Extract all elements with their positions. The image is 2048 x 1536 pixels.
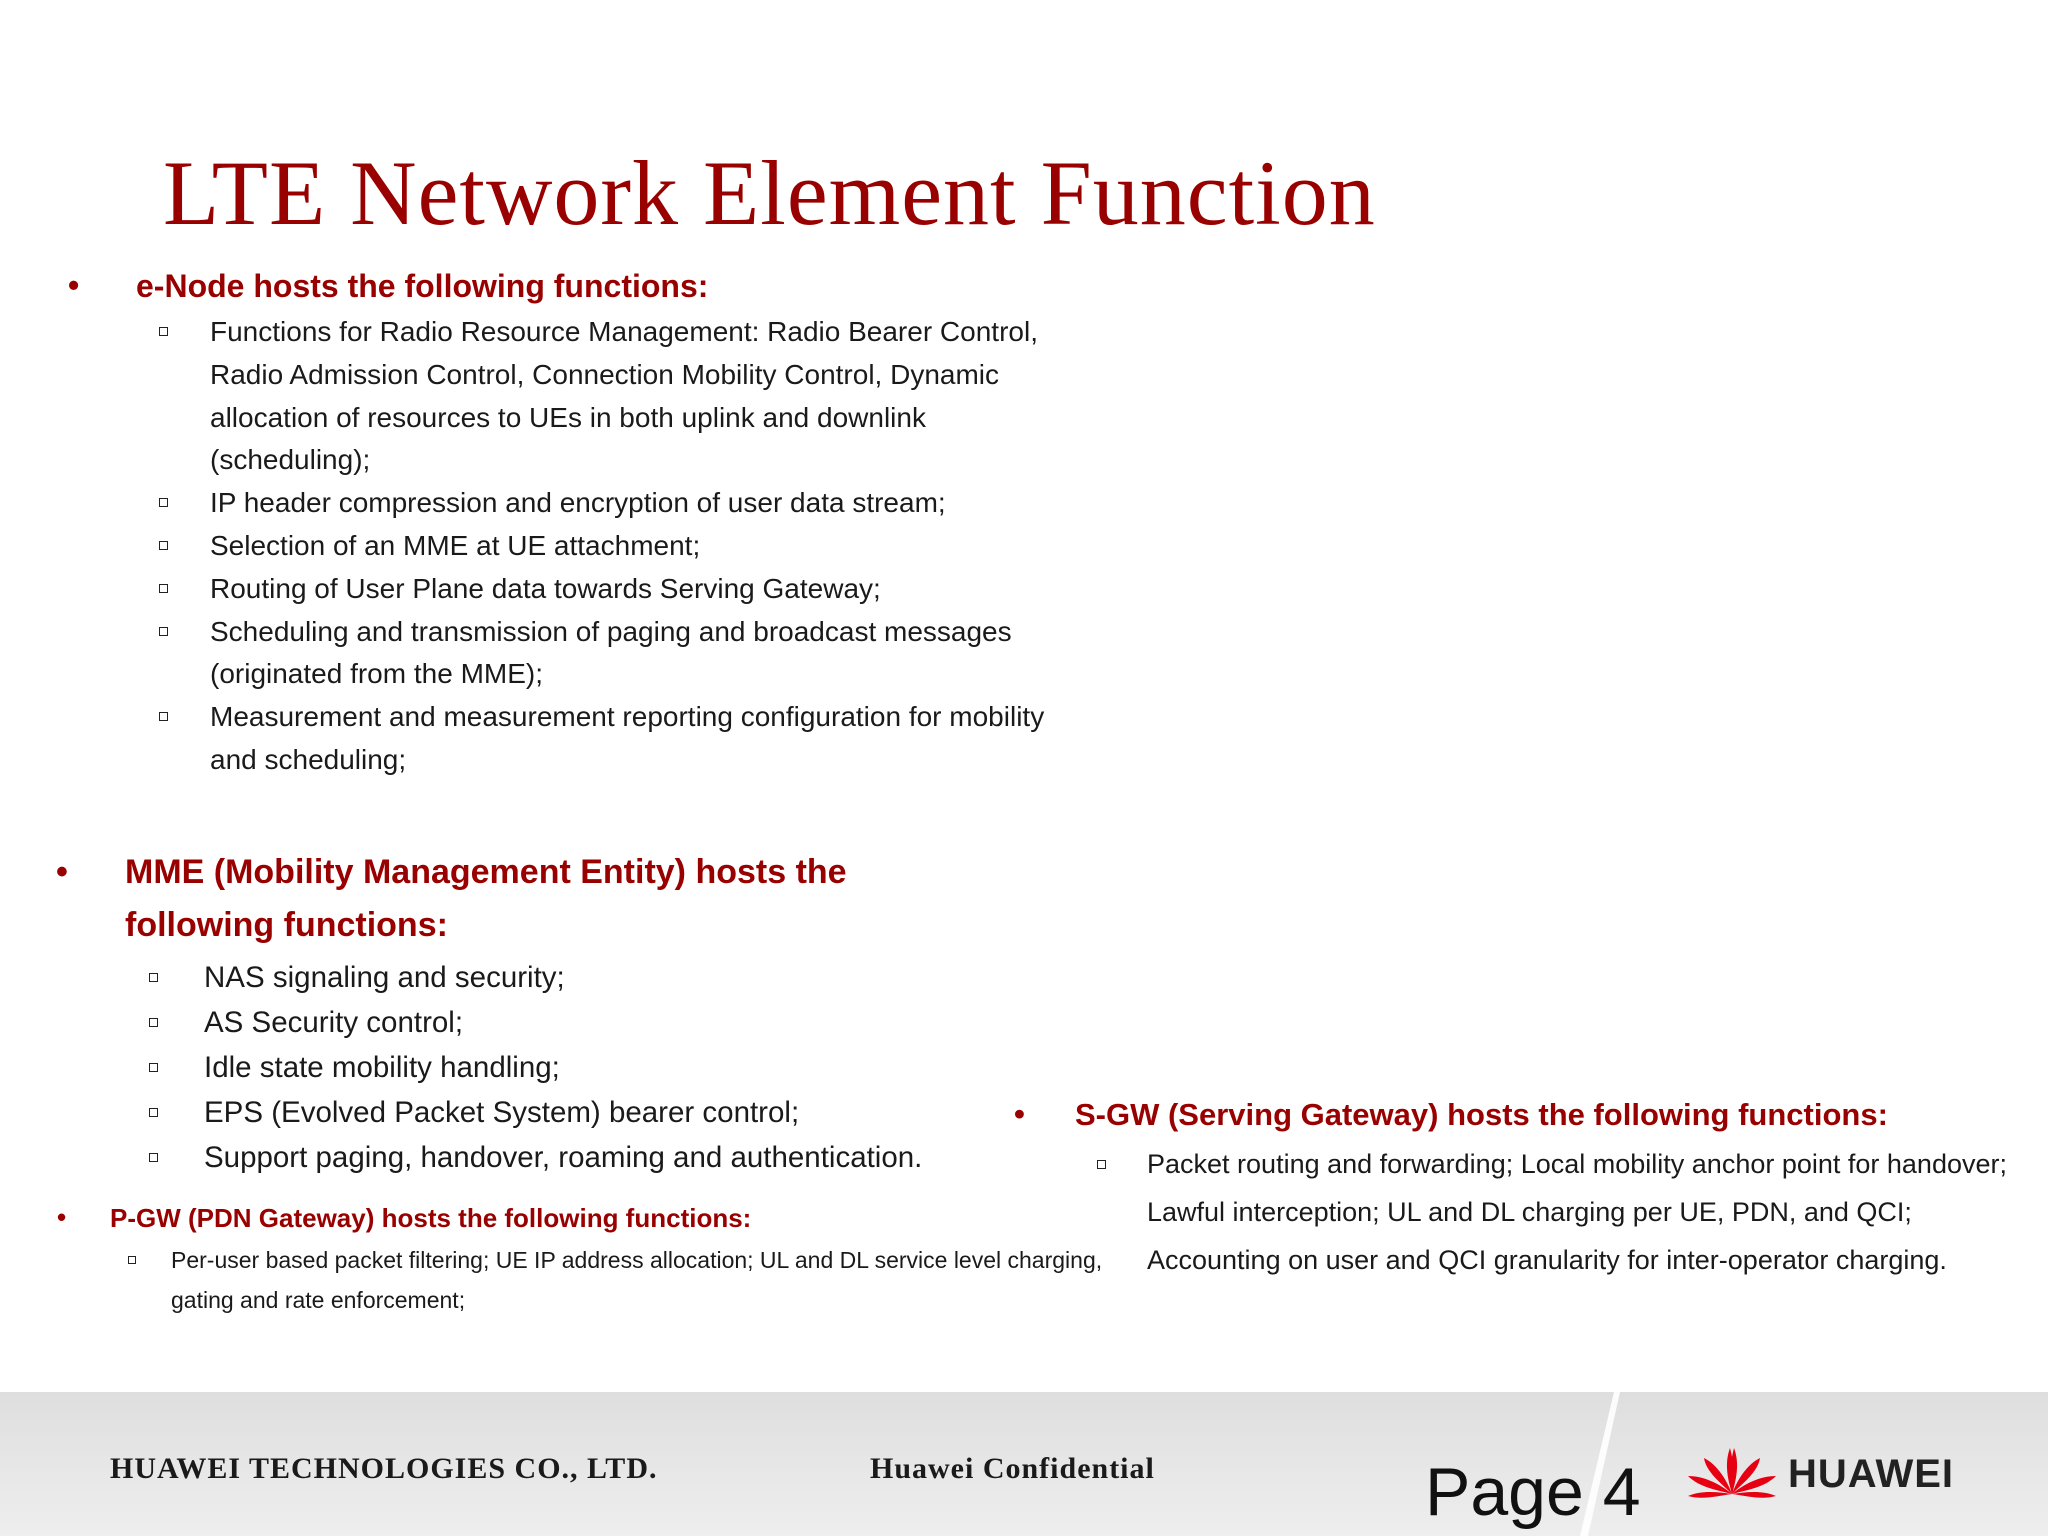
list-item xyxy=(56,1000,1016,1045)
list-item-text: IP header compression and encryption of user data stream; xyxy=(210,487,946,519)
list-item xyxy=(57,1240,1111,1320)
list-item xyxy=(56,1045,1016,1090)
square-bullet-icon xyxy=(159,498,168,507)
list-item-text: Idle state mobility handling; xyxy=(204,1051,560,1084)
mme-list xyxy=(56,955,1016,1180)
bullet-dot: • xyxy=(1014,1096,1025,1131)
square-bullet-icon xyxy=(128,1256,136,1264)
square-bullet-icon xyxy=(149,1153,158,1162)
list-item-text: NAS signaling and security; xyxy=(204,961,565,994)
enode-heading: e-Node hosts the following functions: xyxy=(136,268,709,304)
list-item xyxy=(1014,1140,2027,1284)
list-item xyxy=(56,1090,1016,1135)
list-item xyxy=(68,482,1070,525)
square-bullet-icon xyxy=(159,541,168,550)
bullet-dot: • xyxy=(68,267,80,303)
list-item xyxy=(68,568,1070,611)
mme-section xyxy=(56,846,1016,1180)
list-item-text: Functions for Radio Resource Management: Radio Bearer Control, Radio Admission Control, Connection Mobility Control, Dynamic allocation of resources to UEs in both uplink and downlink (scheduling); xyxy=(210,316,1038,476)
sgw-heading: S-GW (Serving Gateway) hosts the following functions: xyxy=(1075,1097,1888,1132)
square-bullet-icon xyxy=(149,1063,158,1072)
list-item-text: Scheduling and transmission of paging and broadcast messages (originated from the MME); xyxy=(210,615,1012,690)
bullet-dot: • xyxy=(57,1202,67,1232)
page-number: Page 4 xyxy=(1425,1454,1641,1530)
list-item-text: Support paging, handover, roaming and authentication. xyxy=(204,1141,923,1174)
list-item xyxy=(68,311,1070,482)
square-bullet-icon xyxy=(149,973,158,982)
square-bullet-icon xyxy=(159,327,168,336)
sgw-section xyxy=(1014,1094,2034,1284)
square-bullet-icon xyxy=(159,584,168,593)
list-item-text: Selection of an MME at UE attachment; xyxy=(210,529,701,561)
square-bullet-icon xyxy=(159,627,168,636)
list-item xyxy=(56,955,1016,1000)
huawei-logo-text: HUAWEI xyxy=(1788,1452,1954,1496)
list-item xyxy=(68,611,1070,697)
confidential-label: Huawei Confidential xyxy=(870,1452,1155,1485)
list-item-text: Measurement and measurement reporting configuration for mobility and scheduling; xyxy=(210,701,1045,775)
list-item-text: EPS (Evolved Packet System) bearer control; xyxy=(204,1096,800,1129)
slide-title: LTE Network Element Function xyxy=(163,142,1376,244)
list-item xyxy=(68,696,1070,782)
square-bullet-icon xyxy=(1097,1160,1106,1169)
list-item xyxy=(56,1135,1016,1180)
pgw-heading: P-GW (PDN Gateway) hosts the following functions: xyxy=(110,1203,752,1233)
pgw-section xyxy=(57,1199,1103,1320)
sgw-list xyxy=(1014,1140,2034,1284)
list-item-text: Packet routing and forwarding; Local mobility anchor point for handover; Lawful interception; UL and DL charging per UE, PDN, and QCI; Accounting on user and QCI granularity for inter-operator charging. xyxy=(1147,1149,2007,1275)
bullet-dot: • xyxy=(56,853,68,891)
enode-list xyxy=(68,311,1045,782)
list-item-text: AS Security control; xyxy=(204,1006,464,1039)
square-bullet-icon xyxy=(149,1108,158,1117)
pgw-list xyxy=(57,1240,1103,1320)
enode-section xyxy=(68,265,1045,782)
list-item xyxy=(68,525,1070,568)
mme-heading: MME (Mobility Management Entity) hosts the following functions: xyxy=(125,853,847,944)
square-bullet-icon xyxy=(159,712,168,721)
list-item-text: Routing of User Plane data towards Serving Gateway; xyxy=(210,572,881,604)
square-bullet-icon xyxy=(149,1018,158,1027)
company-name: HUAWEI TECHNOLOGIES CO., LTD. xyxy=(110,1452,658,1485)
list-item-text: Per-user based packet filtering; UE IP address allocation; UL and DL service level charging, gating and rate enforcement; xyxy=(171,1247,1103,1313)
